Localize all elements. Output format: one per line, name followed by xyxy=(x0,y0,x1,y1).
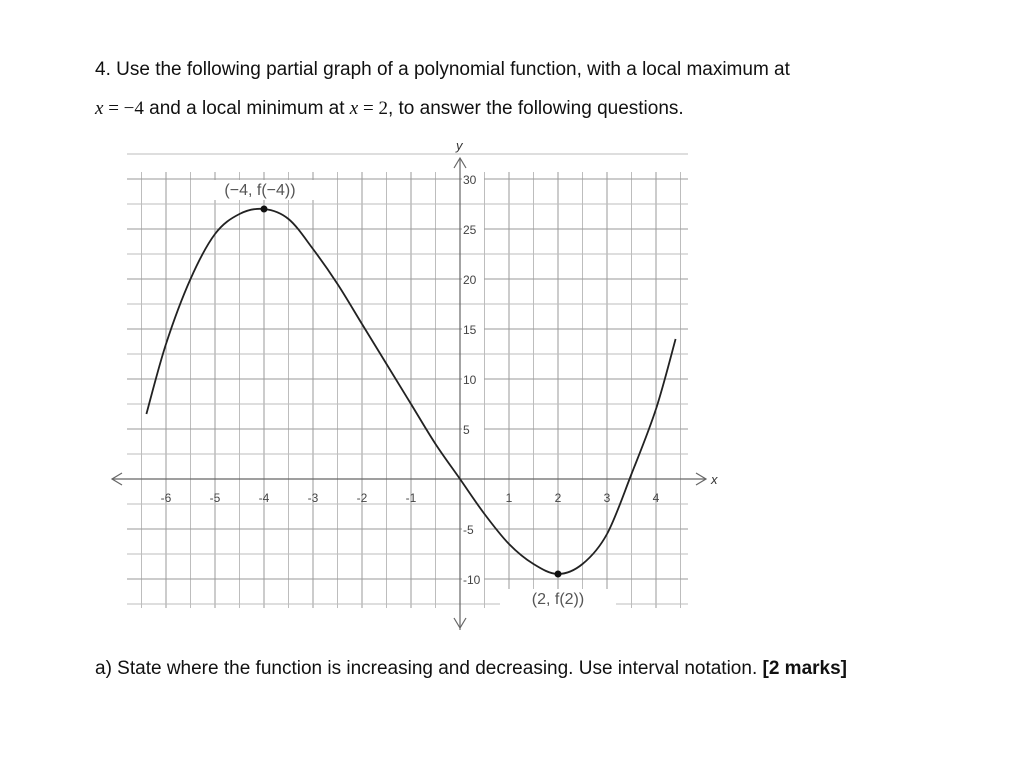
x-tick-label: -1 xyxy=(405,491,417,505)
x-tick-label: -2 xyxy=(356,491,368,505)
question-text-middle: and a local minimum at xyxy=(143,98,350,119)
y-tick-label: 10 xyxy=(463,373,477,387)
x-tick-label: -5 xyxy=(209,491,221,505)
part-a-text: a) State where the function is increasing and decreasing. Use interval notation. xyxy=(95,658,763,679)
local-min-label: (2, f(2)) xyxy=(531,591,585,608)
part-a-question xyxy=(95,656,895,681)
local-min-point xyxy=(555,571,562,578)
local-max-label: (−4, f(−4)) xyxy=(224,182,296,199)
x-tick-label: -3 xyxy=(307,491,319,505)
math-x-var: x = −4 xyxy=(95,98,144,119)
y-axis-label: y xyxy=(456,138,463,153)
x-tick-label: 3 xyxy=(603,491,611,505)
x-axis-label: x xyxy=(711,472,718,487)
y-tick-label: -10 xyxy=(463,573,481,587)
polynomial-graph xyxy=(100,130,740,630)
y-tick-label: 20 xyxy=(463,273,477,287)
x-tick-label: 1 xyxy=(505,491,513,505)
axes xyxy=(112,138,718,630)
y-tick-label: 5 xyxy=(463,423,470,437)
question-text-line2 xyxy=(95,98,684,120)
y-tick-label: -5 xyxy=(463,523,474,537)
math-x-var-2: x = 2 xyxy=(349,98,388,119)
part-a-marks: [2 marks] xyxy=(762,658,847,679)
x-tick-label: 2 xyxy=(554,491,562,505)
x-tick-label: -6 xyxy=(160,491,172,505)
y-tick-label: 25 xyxy=(463,223,477,237)
y-tick-label: 30 xyxy=(463,173,477,187)
question-text-end: , to answer the following questions. xyxy=(387,98,684,119)
y-tick-label: 15 xyxy=(463,323,477,337)
local-max-point xyxy=(261,206,268,213)
x-tick-label: -4 xyxy=(258,491,270,505)
x-tick-label: 4 xyxy=(652,491,660,505)
question-text-line1: 4. Use the following partial graph of a polynomial function, with a local maximum at xyxy=(95,59,790,80)
